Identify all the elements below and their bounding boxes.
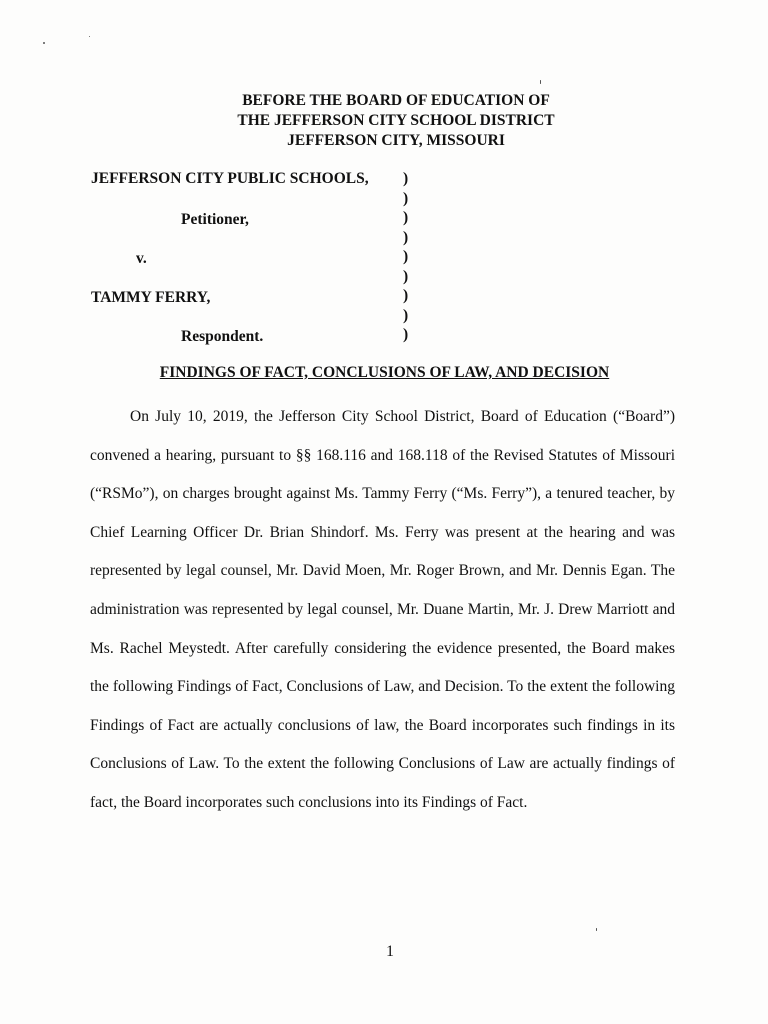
body-paragraph [90,398,675,823]
caption-paren: ) [403,209,409,226]
document-title [0,364,768,382]
respondent-name: TAMMY FERRY, [91,289,211,306]
caption-paren: ) [403,229,409,246]
court-header [0,91,768,151]
petitioner-name: JEFFERSON CITY PUBLIC SCHOOLS, [91,170,369,187]
header-line-3: JEFFERSON CITY, MISSOURI [287,132,505,149]
scan-speck [43,42,45,44]
document-title-text: FINDINGS OF FACT, CONCLUSIONS OF LAW, AND DECISION [159,364,610,381]
page-number [0,943,768,961]
page-number-text: 1 [386,943,394,960]
scan-speck [596,928,597,931]
scan-speck [540,80,541,84]
caption-paren: ) [403,307,409,324]
versus-label: v. [136,250,147,267]
body-paragraph-text: On July 10, 2019, the Jefferson City School District, Board of Education (“Board”) convened a hearing, pursuant to §§ 168.116 and 168.118 of the Revised Statutes of Missouri (“RSMo”), on charges brought against Ms. Tammy Ferry (“Ms. Ferry”), a tenured teacher, by Chief Learning Officer Dr. Brian Shindorf. Ms. Ferry was present at the hearing and was represented by legal counsel, Mr. David Moen, Mr. Roger Brown, and Mr. Dennis Egan. The administration was represented by legal counsel, Mr. Duane Martin, Mr. J. Drew Marriott and Ms. Rachel Meystedt. After carefully considering the evidence presented, the Board makes the following Findings of Fact, Conclusions of Law, and Decision. To the extent the following Findings of Fact are actually conclusions of law, the Board incorporates such findings in its Conclusions of Law. To the extent the following Conclusions of Law are actually findings of fact, the Board incorporates such conclusions into its Findings of Fact. [90,408,675,811]
caption-paren: ) [403,248,409,265]
scan-speck [89,36,90,37]
header-line-2: THE JEFFERSON CITY SCHOOL DISTRICT [237,112,555,129]
caption-paren: ) [403,326,409,343]
caption-paren: ) [403,190,409,207]
caption-paren: ) [403,170,409,187]
petitioner-role: Petitioner, [181,211,249,228]
header-line-1: BEFORE THE BOARD OF EDUCATION OF [242,92,550,109]
caption-paren: ) [403,287,409,304]
respondent-role: Respondent. [181,328,264,345]
caption-paren: ) [403,268,409,285]
